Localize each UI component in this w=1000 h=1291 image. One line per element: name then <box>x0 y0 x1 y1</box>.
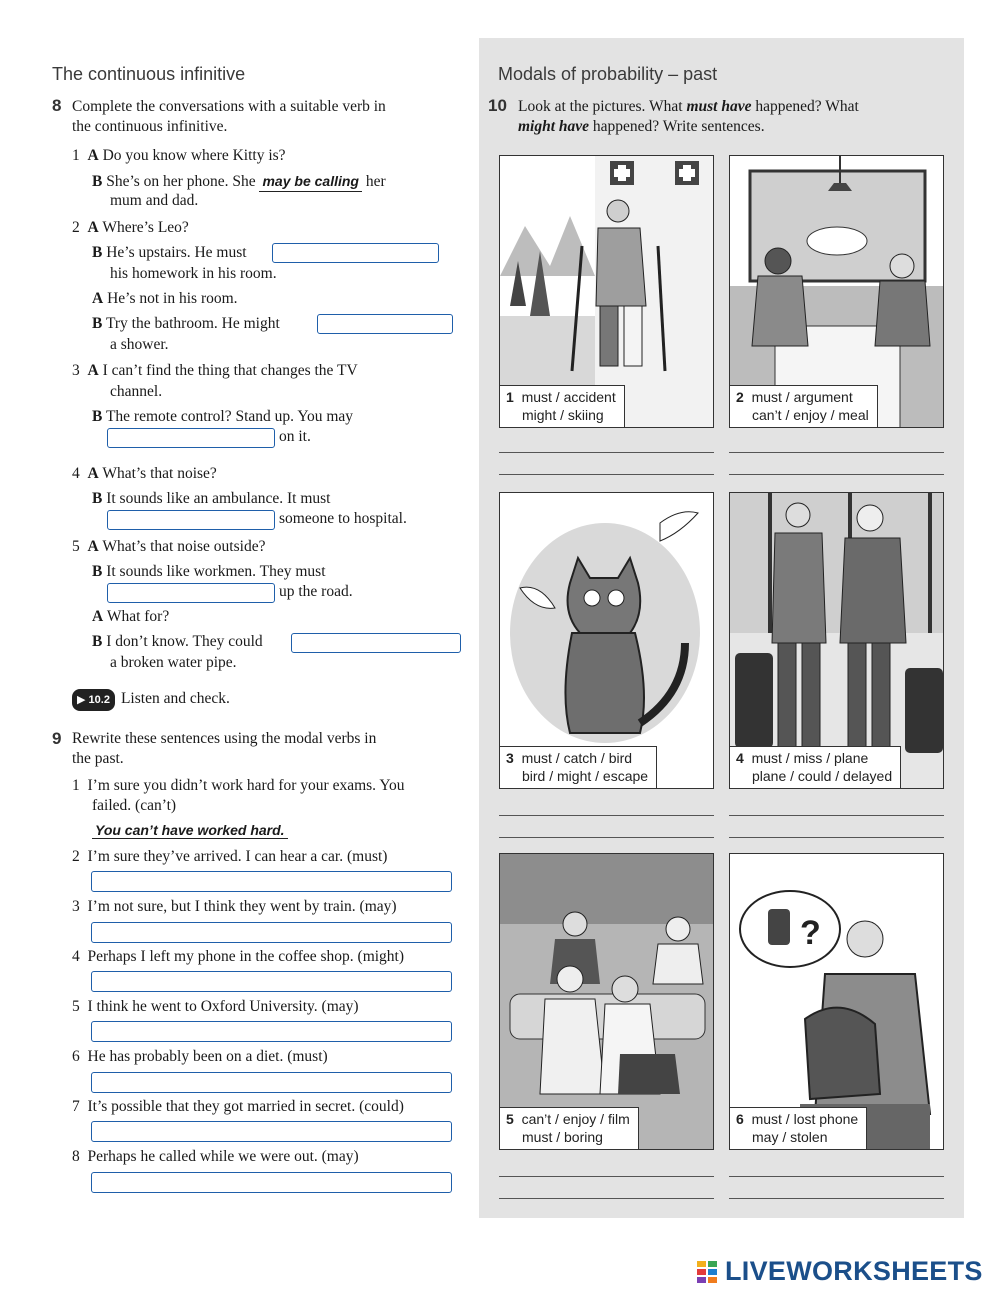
writing-line-5a <box>499 1176 714 1177</box>
picture-4-caption: 4 must / miss / plane plane / could / delayed <box>730 746 901 788</box>
writing-line-4a <box>729 815 944 816</box>
liveworksheets-logo <box>697 1256 983 1287</box>
ex8-q5-a2: A What for? <box>92 608 170 625</box>
ex9-item-8: 8 Perhaps he called while we were out. (may) <box>72 1148 359 1165</box>
illustration-woman-bag <box>730 854 944 1150</box>
writing-line-2b <box>729 474 944 475</box>
writing-line-6a <box>729 1176 944 1177</box>
exercise-8-instruction: Complete the conversations with a suitable verb in the continuous infinitive. <box>72 98 386 135</box>
exercise-10-number: 10 <box>488 96 507 115</box>
ex8-q4-b: B It sounds like an ambulance. It must <box>92 490 331 507</box>
section-title-modals-past: Modals of probability – past <box>498 64 718 84</box>
ex9-item-1-example-answer: You can’t have worked hard. <box>92 822 288 840</box>
ex8-q5-a: 5 A What’s that noise outside? <box>72 538 266 555</box>
ex9-item-7-answer-box[interactable] <box>91 1121 452 1142</box>
ex9-item-2-answer-box[interactable] <box>91 871 452 892</box>
section-title-continuous-infinitive: The continuous infinitive <box>52 64 246 84</box>
ex8-q5-b2: B I don’t know. They could <box>92 633 263 650</box>
illustration-cat <box>500 493 714 789</box>
ex9-item-4: 4 Perhaps I left my phone in the coffee shop. (might) <box>72 948 405 965</box>
audio-track-badge: ▶ 10.2 <box>72 689 115 711</box>
ex8-q2-b: B He’s upstairs. He must <box>92 244 247 261</box>
illustration-airport <box>730 493 944 789</box>
picture-6-woman-searching-bag <box>729 853 944 1150</box>
ex8-q2-b-line2: his homework in his room. <box>110 265 277 282</box>
picture-5-couple-asleep-in-cinema <box>499 853 714 1150</box>
ex9-item-4-answer-box[interactable] <box>91 971 452 992</box>
illustration-cinema <box>500 854 714 1150</box>
ex8-q2-answer-box-2[interactable] <box>317 314 453 334</box>
ex8-q3-a-line2: channel. <box>110 383 163 400</box>
ex8-q5-b: B It sounds like workmen. They must <box>92 563 326 580</box>
ex8-q3-b-post: on it. <box>279 428 311 445</box>
writing-line-6b <box>729 1198 944 1199</box>
picture-1-man-on-crutches <box>499 155 714 428</box>
ex9-item-6-answer-box[interactable] <box>91 1072 452 1093</box>
ex8-q5-answer-box-1[interactable] <box>107 583 275 603</box>
ex8-q5-b2-line2: a broken water pipe. <box>110 654 237 671</box>
ex8-q5-b-post: up the road. <box>279 583 353 600</box>
ex8-q2-a2: A He’s not in his room. <box>92 290 238 307</box>
exercise-9-number: 9 <box>52 729 62 748</box>
ex8-q4-answer-box[interactable] <box>107 510 275 530</box>
ex8-q1-example-answer: may be calling <box>259 171 361 192</box>
ex8-q2-b2-line2: a shower. <box>110 336 169 353</box>
ex9-item-2: 2 I’m sure they’ve arrived. I can hear a car. (must) <box>72 848 388 865</box>
liveworksheets-logo-text: LIVEWORKSHEETS <box>725 1256 983 1286</box>
ex9-item-8-answer-box[interactable] <box>91 1172 452 1193</box>
ex8-q1-b: B She’s on her phone. She may be calling her <box>92 173 386 190</box>
picture-2-couple-at-restaurant <box>729 155 944 428</box>
writing-line-3b <box>499 837 714 838</box>
exercise-9-instruction: Rewrite these sentences using the modal verbs in the past. <box>72 730 377 767</box>
writing-line-2a <box>729 452 944 453</box>
ex8-q4-a: 4 A What’s that noise? <box>72 465 217 482</box>
exercise-10-instruction: Look at the pictures. What must have happened? What might have happened? Write sentences. <box>518 98 859 135</box>
ex9-item-1-line2: failed. (can’t) <box>92 797 177 814</box>
ex8-q2-b2: B Try the bathroom. He might <box>92 315 280 332</box>
ex8-q3-b: B The remote control? Stand up. You may <box>92 408 354 425</box>
ex8-q3-answer-box[interactable] <box>107 428 275 448</box>
writing-line-4b <box>729 837 944 838</box>
ex9-item-5: 5 I think he went to Oxford University. (may) <box>72 998 359 1015</box>
ex9-item-3: 3 I’m not sure, but I think they went by train. (may) <box>72 898 397 915</box>
picture-5-caption: 5 can’t / enjoy / film must / boring <box>500 1107 639 1149</box>
ex9-item-5-answer-box[interactable] <box>91 1021 452 1042</box>
ex9-item-3-answer-box[interactable] <box>91 922 452 943</box>
picture-1-caption: 1 must / accident might / skiing <box>500 385 625 427</box>
listen-and-check: ▶ 10.2 Listen and check. <box>72 689 230 711</box>
picture-2-caption: 2 must / argument can’t / enjoy / meal <box>730 385 878 427</box>
ex8-q1-b-line2: mum and dad. <box>110 192 199 209</box>
writing-line-1b <box>499 474 714 475</box>
ex8-q4-b-post: someone to hospital. <box>279 510 407 527</box>
writing-line-5b <box>499 1198 714 1199</box>
picture-3-cat-with-feathers <box>499 492 714 789</box>
svg-text:?: ? <box>800 914 821 952</box>
ex8-q3-a: 3 A I can’t find the thing that changes the TV <box>72 362 358 379</box>
ex9-item-1: 1 I’m sure you didn’t work hard for your exams. You <box>72 777 405 794</box>
exercise-8-number: 8 <box>52 96 62 115</box>
ex9-item-6: 6 He has probably been on a diet. (must) <box>72 1048 328 1065</box>
ex9-item-7: 7 It’s possible that they got married in secret. (could) <box>72 1098 404 1115</box>
ex8-q5-answer-box-2[interactable] <box>291 633 461 653</box>
speaker-icon: ▶ <box>77 694 86 706</box>
picture-3-caption: 3 must / catch / bird bird / might / escape <box>500 746 657 788</box>
picture-4-travellers-at-airport <box>729 492 944 789</box>
picture-6-caption: 6 must / lost phone may / stolen <box>730 1107 867 1149</box>
liveworksheets-logo-icon <box>697 1261 717 1283</box>
ex8-q2-answer-box-1[interactable] <box>272 243 439 263</box>
writing-line-3a <box>499 815 714 816</box>
ex8-q2-a: 2 A Where’s Leo? <box>72 219 189 236</box>
writing-line-1a <box>499 452 714 453</box>
ex8-q1-a: 1 A Do you know where Kitty is? <box>72 147 286 164</box>
